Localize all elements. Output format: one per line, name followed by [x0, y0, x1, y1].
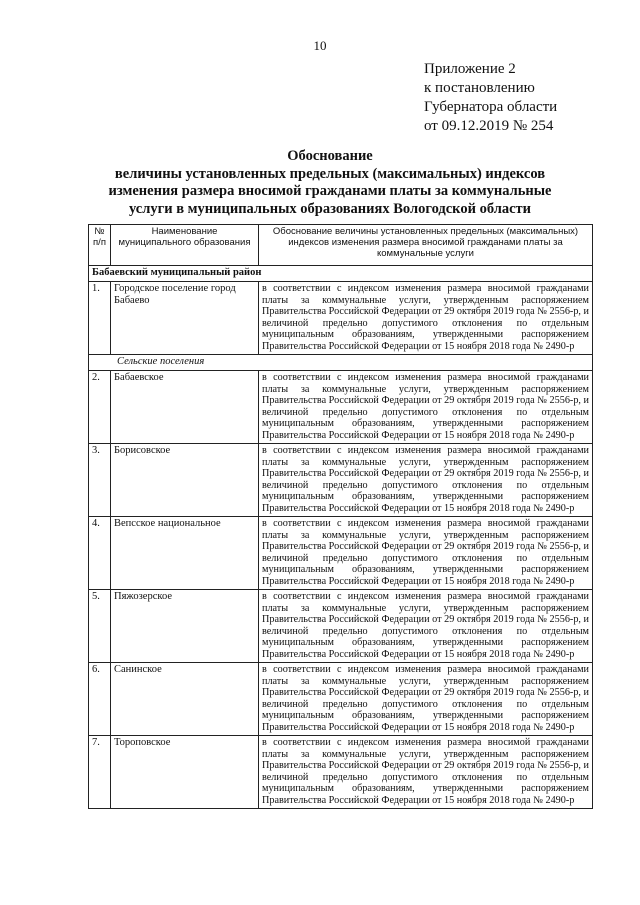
table-row [89, 663, 593, 736]
section-row [89, 266, 593, 282]
section-title: Бабаевский муниципальный район [89, 266, 593, 282]
justification-text: в соответствии с индексом изменения размера вносимой гражданами платы за коммунальные услуги, утвержденным распоряжением Правительства Российской Федерации от 29 октября 2019 года № 2556-р, и величиной предельно допустимого отклонения по отдельным муниципальным образованиям, утвержденными распоряжением Правительства Российской Федерации от 15 ноября 2018 года № 2490-р [259, 282, 593, 355]
municipality-name: Тороповское [111, 736, 259, 809]
title-line: изменения размера вносимой гражданами платы за коммунальные [108, 183, 552, 199]
justification-text: в соответствии с индексом изменения размера вносимой гражданами платы за коммунальные услуги, утвержденным распоряжением Правительства Российской Федерации от 29 октября 2019 года № 2556-р, и величиной предельно допустимого отклонения по отдельным муниципальным образованиям, утвержденными распоряжением Правительства Российской Федерации от 15 ноября 2018 года № 2490-р [259, 517, 593, 590]
municipality-name: Пяжозерское [111, 590, 259, 663]
table-header-row [89, 225, 593, 266]
table-row [89, 517, 593, 590]
municipality-name: Вепсское национальное [111, 517, 259, 590]
row-number: 4. [89, 517, 111, 590]
justification-text: в соответствии с индексом изменения размера вносимой гражданами платы за коммунальные услуги, утвержденным распоряжением Правительства Российской Федерации от 29 октября 2019 года № 2556-р, и величиной предельно допустимого отклонения по отдельным муниципальным образованиям, утвержденными распоряжением Правительства Российской Федерации от 15 ноября 2018 года № 2490-р [259, 736, 593, 809]
municipality-name: Бабаевское [111, 371, 259, 444]
justification-text: в соответствии с индексом изменения размера вносимой гражданами платы за коммунальные услуги, утвержденным распоряжением Правительства Российской Федерации от 29 октября 2019 года № 2556-р, и величиной предельно допустимого отклонения по отдельным муниципальным образованиям, утвержденными распоряжением Правительства Российской Федерации от 15 ноября 2018 года № 2490-р [259, 663, 593, 736]
justification-table [88, 224, 593, 809]
title-line: величины установленных предельных (максимальных) индексов [114, 165, 546, 182]
table-row [89, 282, 593, 355]
justification-text: в соответствии с индексом изменения размера вносимой гражданами платы за коммунальные услуги, утвержденным распоряжением Правительства Российской Федерации от 29 октября 2019 года № 2556-р, и величиной предельно допустимого отклонения по отдельным муниципальным образованиям, утвержденными распоряжением Правительства Российской Федерации от 15 ноября 2018 года № 2490-р [259, 590, 593, 663]
title-line: Обоснование [287, 148, 373, 164]
row-number: 5. [89, 590, 111, 663]
appendix-line: к постановлению [424, 80, 535, 96]
municipality-name: Борисовское [111, 444, 259, 517]
appendix-line: Губернатора области [424, 99, 558, 115]
appendix-block [424, 60, 624, 136]
table-row [89, 371, 593, 444]
header-name: Наименование муниципального образования [111, 225, 259, 266]
document-title [70, 148, 590, 218]
appendix-line: от 09.12.2019 № 254 [424, 118, 554, 134]
row-number: 7. [89, 736, 111, 809]
table-body [89, 266, 593, 809]
table-row [89, 444, 593, 517]
table-row [89, 590, 593, 663]
table-row [89, 736, 593, 809]
title-line: услуги в муниципальных образованиях Вологодской области [129, 200, 531, 217]
row-number: 1. [89, 282, 111, 355]
justification-text: в соответствии с индексом изменения размера вносимой гражданами платы за коммунальные услуги, утвержденным распоряжением Правительства Российской Федерации от 29 октября 2019 года № 2556-р, и величиной предельно допустимого отклонения по отдельным муниципальным образованиям, утвержденными распоряжением Правительства Российской Федерации от 15 ноября 2018 года № 2490-р [259, 371, 593, 444]
municipality-name: Санинское [111, 663, 259, 736]
header-num: № п/п [89, 225, 111, 266]
header-basis: Обоснование величины установленных предельных (максимальных) индексов изменения размера вносимой гражданами платы за коммунальные услуги [259, 225, 593, 266]
subsection-row [89, 355, 593, 371]
row-number: 3. [89, 444, 111, 517]
subsection-title: Сельские поселения [89, 355, 593, 371]
row-number: 2. [89, 371, 111, 444]
row-number: 6. [89, 663, 111, 736]
justification-text: в соответствии с индексом изменения размера вносимой гражданами платы за коммунальные услуги, утвержденным распоряжением Правительства Российской Федерации от 29 октября 2019 года № 2556-р, и величиной предельно допустимого отклонения по отдельным муниципальным образованиям, утвержденными распоряжением Правительства Российской Федерации от 15 ноября 2018 года № 2490-р [259, 444, 593, 517]
appendix-line: Приложение 2 [424, 61, 516, 77]
municipality-name: Городское поселение город Бабаево [111, 282, 259, 355]
page-number: 10 [313, 38, 327, 53]
